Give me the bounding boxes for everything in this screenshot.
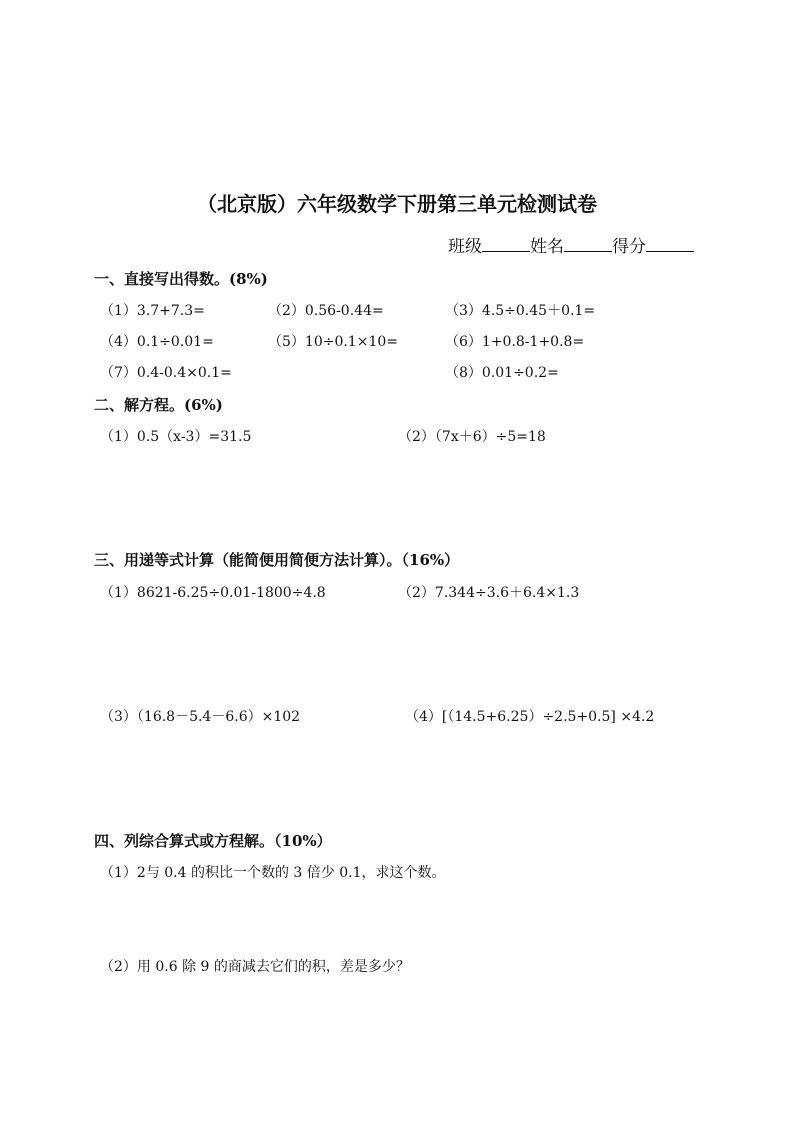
page-title: （北京版）六年级数学下册第三单元检测试卷 bbox=[197, 192, 597, 216]
question-1-8: （8）0.01÷0.2= bbox=[445, 365, 559, 381]
question-1-4: （4）0.1÷0.01= bbox=[100, 334, 214, 350]
student-info bbox=[448, 232, 694, 257]
section2-heading: 二、解方程。(6%) bbox=[94, 396, 223, 414]
class-label: 班级 bbox=[448, 237, 482, 257]
question-3-2: （2）7.344÷3.6＋6.4×1.3 bbox=[398, 585, 580, 601]
class-blank[interactable] bbox=[482, 233, 530, 252]
question-1-7: （7）0.4-0.4×0.1= bbox=[100, 365, 232, 381]
question-4-2: （2）用 0.6 除 9 的商减去它们的积，差是多少？ bbox=[100, 959, 410, 975]
question-3-1: （1）8621-6.25÷0.01-1800÷4.8 bbox=[100, 585, 326, 601]
score-label: 得分 bbox=[612, 237, 646, 257]
question-3-4: （4）[（14.5+6.25）÷2.5+0.5] ×4.2 bbox=[405, 709, 655, 725]
score-blank[interactable] bbox=[646, 233, 694, 252]
question-1-5: （5）10÷0.1×10= bbox=[268, 334, 398, 350]
question-1-2: （2）0.56-0.44= bbox=[268, 303, 384, 319]
question-2-1: （1）0.5（x-3）=31.5 bbox=[100, 429, 252, 445]
section1-heading: 一、直接写出得数。(8%) bbox=[94, 270, 268, 288]
section4-heading: 四、列综合算式或方程解。（10%） bbox=[94, 832, 332, 850]
question-4-1: （1）2与 0.4 的积比一个数的 3 倍少 0.1，求这个数。 bbox=[100, 865, 446, 881]
name-blank[interactable] bbox=[564, 233, 612, 252]
question-1-3: （3）4.5÷0.45＋0.1= bbox=[445, 303, 596, 319]
question-3-3: （3）（16.8－5.4－6.6）×102 bbox=[100, 709, 301, 725]
question-1-1: （1）3.7+7.3= bbox=[100, 303, 205, 319]
question-2-2: （2）（7x＋6）÷5=18 bbox=[398, 429, 546, 445]
question-1-6: （6）1+0.8-1+0.8= bbox=[445, 334, 585, 350]
section3-heading: 三、用递等式计算（能简便用简便方法计算）。（16%） bbox=[94, 551, 460, 569]
name-label: 姓名 bbox=[530, 237, 564, 257]
